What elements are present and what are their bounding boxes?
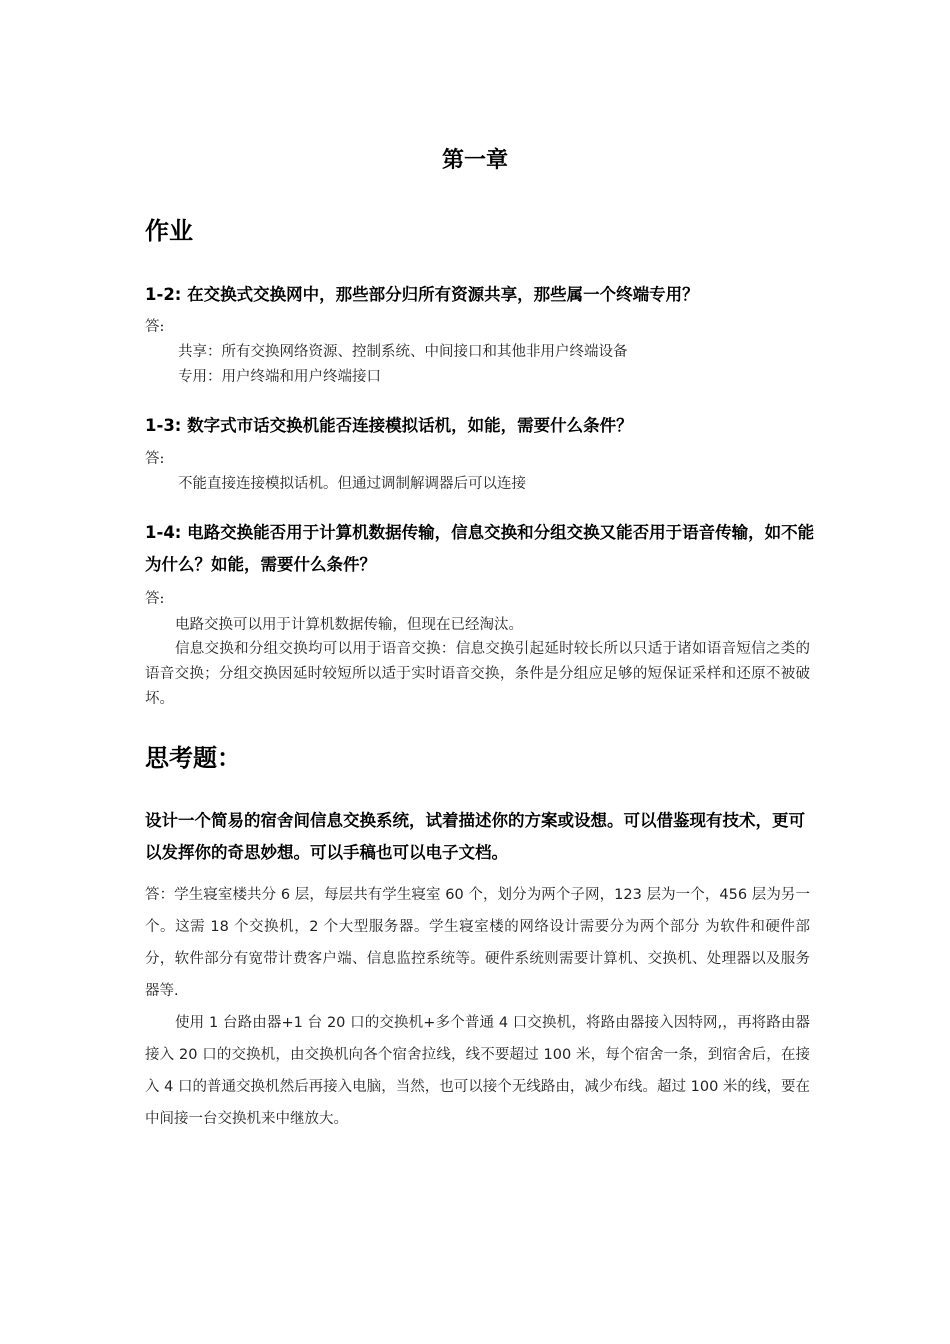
answer-label-1-2: 答: — [145, 319, 165, 335]
question-1-3: 1-3: 数字式市话交换机能否连接模拟话机，如能，需要什么条件？ — [145, 416, 633, 435]
question-1-4: 1-4: 电路交换能否用于计算机数据传输，信息交换和分组交换又能否用于语音传输，如不能为什么？如能，需要什么条件？ — [145, 523, 815, 574]
answer-1-4-paragraph-1: 电路交换可以用于计算机数据传输，但现在已经淘汰。 — [175, 617, 523, 633]
thinking-answer-paragraph-1: 答：学生寝室楼共分 6 层，每层共有学生寝室 60 个，划分为两个子网，123 层为一个，456 层为另一个。这需 18 个交换机，2 个大型服务器。学生寝室楼的网络设计需要分为两个部分 为软件和硬件部分，软件部分有宽带计费客户端、信息监控系统等。硬件系统则需要计算机、交换机、处理器以及服务器等. — [145, 887, 810, 999]
question-1-2: 1-2: 在交换式交换网中，那些部分归所有资源共享，那些属一个终端专用？ — [145, 285, 699, 304]
homework-heading: 作业 — [145, 217, 193, 245]
answer-label-1-3: 答: — [145, 451, 165, 467]
answer-1-3-line-1: 不能直接连接模拟话机。但通过调制解调器后可以连接 — [178, 476, 526, 492]
thinking-answer-paragraph-2: 使用 1 台路由器+1 台 20 口的交换机+多个普通 4 口交换机，将路由器接入因特网,，再将路由器接入 20 口的交换机，由交换机向各个宿舍拉线，线不要超过 100 米，每个宿舍一条，到宿舍后，在接入 4 口的普通交换机然后再接入电脑，当然，也可以接个无线路由，减少布线。超过 100 米的线，要在中间接一台交换机来中继放大。 — [145, 1015, 810, 1127]
answer-label-1-4: 答: — [145, 591, 165, 607]
chapter-title: 第一章 — [441, 148, 508, 173]
answer-1-4-paragraph-2: 信息交换和分组交换均可以用于语音交换：信息交换引起延时较长所以只适于诸如语音短信之类的语音交换；分组交换因延时较短所以适于实时语音交换，条件是分组应足够的短保证采样和还原不被破坏。 — [145, 641, 810, 707]
answer-1-2-line-1: 共享：所有交换网络资源、控制系统、中间接口和其他非用户终端设备 — [178, 344, 628, 360]
thinking-heading: 思考题： — [145, 744, 241, 772]
answer-1-2-line-2: 专用：用户终端和用户终端接口 — [178, 369, 381, 385]
thinking-question: 设计一个简易的宿舍间信息交换系统，试着描述你的方案或设想。可以借鉴现有技术，更可以发挥你的奇思妙想。可以手稿也可以电子文档。 — [145, 811, 805, 862]
